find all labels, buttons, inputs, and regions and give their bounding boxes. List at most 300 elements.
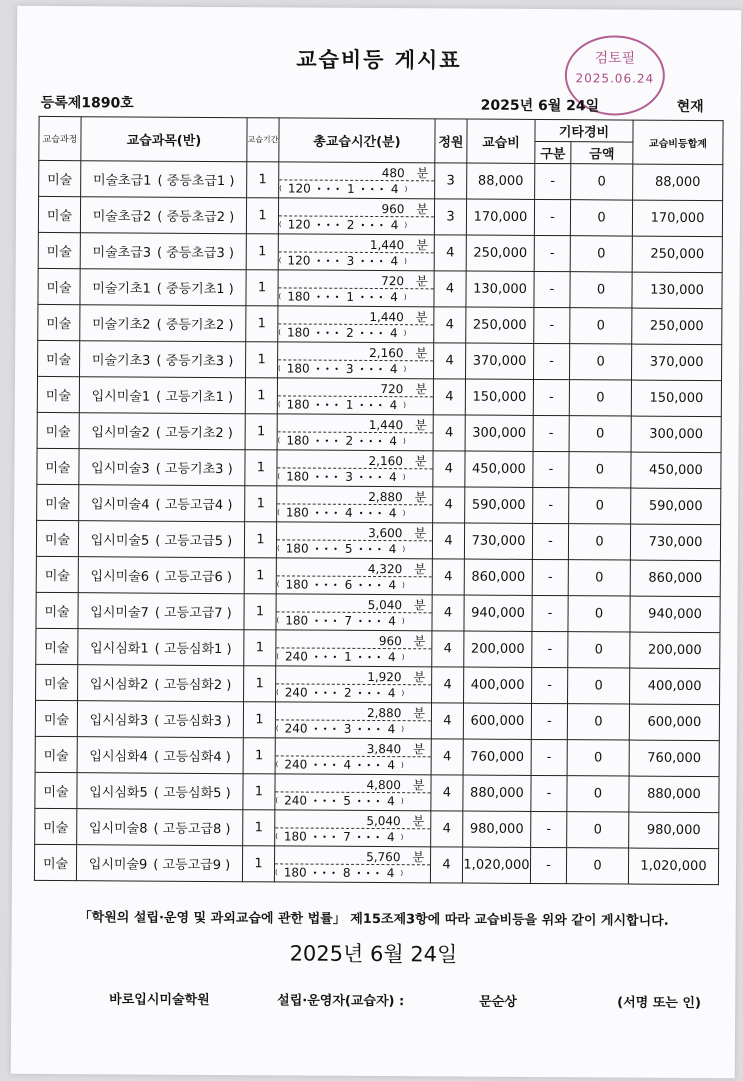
minute-unit: 분 — [415, 418, 427, 433]
other-amount-cell: 0 — [571, 164, 633, 200]
course-cell: 미술 — [37, 484, 79, 520]
class-label: 고등기초2 — [165, 425, 224, 442]
total-minutes: 720 — [380, 382, 404, 397]
sessions-count: 4 — [387, 758, 396, 773]
capacity-cell: 4 — [431, 739, 463, 775]
course-cell: 미술 — [35, 808, 77, 844]
minute-unit: 분 — [413, 670, 426, 685]
period-cell: 1 — [244, 630, 276, 666]
table-row — [38, 304, 722, 344]
weeks-count: 1 — [347, 181, 355, 196]
other-amount-cell: 0 — [567, 812, 629, 848]
table-row — [36, 592, 720, 632]
class-label: 고등심화1 — [163, 641, 223, 658]
hours-cell: 480 분 ( 120 • • • 1 • • • 4 ) — [279, 162, 435, 199]
period-cell: 1 — [245, 378, 277, 414]
subject-cell — [80, 341, 246, 378]
subject-name: 입시심화5 — [89, 785, 148, 801]
minutes-per-session: 120 — [287, 181, 311, 196]
other-type-cell: - — [532, 523, 568, 559]
class-label: 고등기초1 — [165, 389, 224, 406]
subject-cell — [78, 593, 244, 630]
course-cell: 미술 — [36, 628, 78, 664]
minute-unit: 분 — [413, 598, 426, 613]
table-row — [35, 700, 719, 740]
sessions-count: 4 — [390, 182, 399, 197]
class-label: 고등심화3 — [163, 713, 222, 730]
sessions-count: 4 — [388, 506, 397, 521]
minutes-per-session: 240 — [284, 649, 308, 664]
document-title: 교습비등 게시표 — [296, 47, 462, 73]
minutes-per-session: 120 — [287, 253, 311, 268]
course-cell: 미술 — [34, 844, 76, 880]
class-name: ( 고등심화1 ) — [154, 641, 232, 658]
period-cell: 1 — [246, 234, 278, 270]
weeks-count: 3 — [343, 721, 352, 736]
subject-cell — [78, 557, 244, 594]
other-type-cell: - — [531, 775, 567, 811]
class-label: 중등초급2 — [166, 209, 226, 226]
period-cell: 1 — [244, 594, 276, 630]
other-type-cell: - — [532, 559, 568, 595]
sessions-count: 4 — [388, 578, 397, 593]
fee-cell: 170,000 — [466, 199, 534, 235]
capacity-cell: 3 — [434, 199, 466, 235]
course-cell: 미술 — [37, 376, 79, 412]
course-cell: 미술 — [36, 664, 78, 700]
minutes-per-session: 180 — [285, 577, 309, 592]
other-amount-cell: 0 — [570, 236, 632, 272]
other-amount-cell: 0 — [570, 308, 632, 344]
minutes-per-session: 180 — [287, 289, 311, 304]
capacity-cell: 4 — [430, 847, 462, 883]
period-cell: 1 — [244, 522, 276, 558]
class-name: ( 중등기초3 ) — [156, 353, 234, 370]
subject-name: 입시심화4 — [89, 749, 149, 765]
fee-cell: 980,000 — [463, 811, 531, 847]
subject-cell — [77, 737, 243, 774]
hours-cell: 2,880 분 ( 240 • • • 3 • • • 4 ) — [275, 702, 431, 739]
sessions-count: 4 — [388, 650, 396, 665]
other-amount-cell: 0 — [566, 848, 628, 884]
fee-cell: 940,000 — [464, 595, 532, 631]
capacity-cell: 4 — [432, 667, 464, 703]
class-label: 중등초급3 — [166, 245, 225, 262]
sessions-count: 4 — [389, 398, 398, 413]
fee-table — [34, 116, 724, 885]
class-name: ( 중등초급2 ) — [157, 209, 235, 226]
hours-cell: 3,600 분 ( 180 • • • 5 • • • 4 ) — [276, 522, 432, 559]
class-label: 고등심화5 — [162, 785, 222, 802]
other-type-cell: - — [533, 379, 569, 415]
total-minutes: 1,440 — [369, 237, 405, 253]
total-cell: 250,000 — [632, 236, 722, 273]
sessions-count: 4 — [389, 434, 398, 449]
sessions-count: 4 — [390, 290, 398, 305]
sessions-count: 4 — [389, 362, 398, 377]
total-cell: 300,000 — [631, 416, 721, 453]
weeks-count: 3 — [345, 469, 353, 484]
minute-unit: 분 — [413, 742, 425, 757]
total-cell: 980,000 — [629, 812, 719, 849]
hours-cell: 2,880 분 ( 180 • • • 4 • • • 4 ) — [277, 486, 433, 523]
total-cell: 730,000 — [630, 524, 720, 561]
total-cell: 150,000 — [631, 380, 721, 417]
class-name: ( 고등고급8 ) — [153, 821, 231, 838]
subject-cell — [80, 269, 246, 306]
other-type-cell: - — [532, 631, 568, 667]
subject-cell — [77, 773, 243, 810]
total-minutes: 2,880 — [366, 705, 402, 721]
class-label: 고등기초3 — [164, 461, 224, 478]
fee-cell: 1,020,000 — [462, 847, 530, 883]
capacity-cell: 4 — [433, 487, 465, 523]
fee-cell: 250,000 — [466, 307, 534, 343]
total-cell: 130,000 — [632, 272, 722, 309]
hours-cell: 960 분 ( 120 • • • 2 • • • 4 ) — [278, 198, 434, 235]
minutes-per-session: 240 — [284, 721, 308, 736]
subject-name: 입시미술3 — [91, 461, 150, 477]
table-row — [38, 268, 722, 308]
class-name: ( 고등기초1 ) — [156, 389, 234, 406]
class-label: 중등초급1 — [166, 173, 226, 190]
period-cell: 1 — [247, 162, 279, 198]
weeks-count: 8 — [342, 865, 351, 880]
capacity-cell: 4 — [432, 559, 464, 595]
weeks-count: 7 — [344, 613, 353, 628]
col-other-type: 구분 — [535, 141, 571, 163]
capacity-cell: 4 — [434, 235, 466, 271]
class-name: ( 고등고급6 ) — [155, 569, 233, 586]
other-amount-cell: 0 — [567, 776, 629, 812]
total-minutes: 720 — [381, 274, 405, 289]
minute-unit: 분 — [414, 454, 427, 469]
total-cell: 760,000 — [629, 740, 719, 777]
other-amount-cell: 0 — [568, 524, 630, 560]
weeks-count: 3 — [346, 253, 355, 268]
capacity-cell: 4 — [432, 595, 464, 631]
total-cell: 370,000 — [632, 344, 722, 381]
course-cell: 미술 — [36, 520, 78, 556]
capacity-cell: 4 — [432, 631, 464, 667]
other-type-cell: - — [533, 343, 569, 379]
registration-number: 등록제1890호 — [40, 94, 134, 112]
course-cell: 미술 — [35, 772, 77, 808]
subject-name: 입시미술2 — [91, 425, 150, 441]
class-name: ( 고등기초3 ) — [155, 461, 233, 478]
hours-cell: 5,040 분 ( 180 • • • 7 • • • 4 ) — [276, 594, 432, 631]
total-cell: 880,000 — [629, 776, 719, 813]
total-minutes: 1,440 — [369, 309, 404, 325]
total-minutes: 2,160 — [368, 453, 403, 469]
subject-name: 미술기초3 — [91, 353, 151, 369]
subject-cell — [79, 485, 245, 522]
subject-name: 미술기초2 — [92, 317, 151, 333]
other-amount-cell: 0 — [570, 272, 632, 308]
minute-unit: 분 — [415, 310, 428, 325]
minutes-per-session: 120 — [287, 217, 311, 232]
total-minutes: 4,800 — [366, 777, 401, 793]
fee-cell: 450,000 — [465, 451, 533, 487]
minute-unit: 분 — [413, 634, 426, 649]
footer-date: 2025년 6월 24일 — [289, 941, 458, 967]
class-name: ( 고등고급5 ) — [155, 533, 233, 550]
class-name: ( 고등심화2 ) — [154, 677, 232, 694]
class-label: 고등고급9 — [162, 857, 222, 874]
other-type-cell: - — [530, 847, 566, 883]
weeks-count: 3 — [345, 361, 354, 376]
other-amount-cell: 0 — [569, 416, 631, 452]
period-cell: 1 — [246, 342, 278, 378]
subject-name: 입시미술5 — [90, 533, 150, 549]
fee-cell: 400,000 — [464, 667, 532, 703]
total-minutes: 5,040 — [366, 813, 401, 829]
minute-unit: 분 — [416, 238, 428, 253]
hours-cell: 1,440 분 ( 180 • • • 2 • • • 4 ) — [278, 306, 434, 343]
table-row — [37, 412, 721, 452]
minutes-per-session: 180 — [285, 541, 309, 556]
fee-cell: 88,000 — [467, 163, 535, 199]
course-cell: 미술 — [38, 340, 80, 376]
capacity-cell: 4 — [433, 343, 465, 379]
course-cell: 미술 — [37, 412, 79, 448]
subject-cell — [79, 449, 245, 486]
total-minutes: 3,600 — [368, 525, 403, 541]
stamp-text: 검토필 — [594, 50, 636, 67]
period-cell: 1 — [244, 666, 276, 702]
capacity-cell: 4 — [431, 811, 463, 847]
fee-cell: 370,000 — [465, 343, 533, 379]
class-label: 고등고급8 — [162, 821, 222, 838]
subject-name: 미술기초1 — [92, 281, 151, 297]
fee-cell: 600,000 — [463, 703, 531, 739]
hours-cell: 1,440 분 ( 180 • • • 2 • • • 4 ) — [277, 414, 433, 451]
subject-name: 입시심화3 — [89, 713, 149, 729]
other-type-cell: - — [535, 163, 571, 199]
capacity-cell: 4 — [433, 379, 465, 415]
subject-cell — [81, 161, 247, 198]
table-row — [34, 844, 718, 884]
class-label: 중등기초3 — [165, 353, 225, 370]
operator-label: 설립·운영자(교습자) : — [277, 993, 405, 1010]
class-name: ( 중등기초1 ) — [156, 281, 234, 298]
total-minutes: 1,920 — [367, 669, 402, 685]
minute-unit: 분 — [413, 706, 425, 721]
total-cell: 860,000 — [630, 560, 720, 597]
class-name: ( 중등기초2 ) — [156, 317, 234, 334]
other-type-cell: - — [534, 307, 570, 343]
weeks-count: 1 — [345, 397, 354, 412]
subject-name: 입시미술7 — [90, 605, 149, 621]
weeks-count: 7 — [343, 829, 351, 844]
other-amount-cell: 0 — [569, 452, 631, 488]
capacity-cell: 4 — [434, 307, 466, 343]
notice-sheet — [11, 6, 742, 1078]
class-name: ( 고등고급9 ) — [153, 857, 231, 874]
weeks-count: 5 — [344, 541, 353, 556]
other-amount-cell: 0 — [567, 740, 629, 776]
hours-cell: 1,920 분 ( 240 • • • 2 • • • 4 ) — [276, 666, 432, 703]
period-cell: 1 — [243, 702, 275, 738]
weeks-count: 2 — [345, 433, 354, 448]
other-type-cell: - — [533, 451, 569, 487]
total-cell: 600,000 — [629, 704, 719, 741]
class-name: ( 고등심화5 ) — [153, 785, 231, 802]
period-cell: 1 — [242, 846, 274, 882]
minute-unit: 분 — [414, 562, 426, 577]
class-label: 고등고급7 — [164, 605, 223, 622]
class-label: 고등심화4 — [163, 749, 222, 766]
minutes-per-session: 180 — [283, 865, 307, 880]
sessions-count: 4 — [388, 614, 396, 629]
total-minutes: 2,880 — [368, 489, 403, 505]
class-name: ( 중등초급3 ) — [156, 245, 235, 262]
minutes-per-session: 180 — [286, 361, 310, 376]
col-total: 교습비등합계 — [633, 120, 723, 165]
minutes-per-session: 180 — [283, 829, 307, 844]
col-other: 기타경비 — [535, 119, 633, 142]
total-cell: 170,000 — [632, 200, 722, 237]
table-row — [36, 520, 720, 560]
class-name: ( 중등초급1 ) — [157, 173, 235, 190]
weeks-count: 2 — [343, 685, 352, 700]
course-cell: 미술 — [35, 700, 77, 736]
table-row — [36, 664, 720, 704]
other-type-cell: - — [531, 703, 567, 739]
minutes-per-session: 180 — [286, 397, 310, 412]
other-amount-cell: 0 — [569, 380, 631, 416]
subject-cell — [76, 845, 242, 882]
other-amount-cell: 0 — [568, 632, 630, 668]
minute-unit: 분 — [412, 778, 425, 793]
fee-cell: 590,000 — [465, 487, 533, 523]
minutes-per-session: 240 — [284, 685, 308, 700]
other-type-cell: - — [531, 811, 567, 847]
class-label: 중등기초1 — [165, 281, 225, 298]
header-date: 2025년 6월 24일 — [480, 97, 600, 115]
signature-field: (서명 또는 인) — [617, 995, 701, 1011]
period-cell: 1 — [246, 270, 278, 306]
minute-unit: 분 — [416, 166, 429, 181]
period-cell: 1 — [245, 486, 277, 522]
col-fee: 교습비 — [467, 119, 535, 163]
class-name: ( 고등심화3 ) — [154, 713, 232, 730]
capacity-cell: 4 — [433, 415, 465, 451]
class-name: ( 고등기초2 ) — [155, 425, 233, 442]
minutes-per-session: 180 — [285, 613, 309, 628]
table-row — [35, 808, 719, 848]
subject-cell — [78, 629, 244, 666]
table-row — [36, 628, 720, 668]
total-cell: 200,000 — [630, 632, 720, 669]
course-cell: 미술 — [38, 304, 80, 340]
total-cell: 590,000 — [631, 488, 721, 525]
fee-table-body — [34, 160, 722, 884]
weeks-count: 1 — [346, 289, 355, 304]
minute-unit: 분 — [415, 382, 427, 397]
subject-cell — [79, 377, 245, 414]
capacity-cell: 3 — [435, 163, 467, 199]
period-cell: 1 — [243, 810, 275, 846]
total-minutes: 480 — [381, 166, 405, 181]
period-cell: 1 — [246, 198, 278, 234]
other-type-cell: - — [533, 487, 569, 523]
subject-cell — [78, 521, 244, 558]
fee-cell: 250,000 — [466, 235, 534, 271]
total-cell: 88,000 — [633, 164, 723, 201]
other-amount-cell: 0 — [570, 200, 632, 236]
other-amount-cell: 0 — [569, 344, 631, 380]
class-label: 고등심화2 — [163, 677, 223, 694]
hours-cell: 4,320 분 ( 180 • • • 6 • • • 4 ) — [276, 558, 432, 595]
fee-cell: 860,000 — [464, 559, 532, 595]
other-type-cell: - — [532, 595, 568, 631]
course-cell: 미술 — [38, 232, 80, 268]
capacity-cell: 4 — [431, 775, 463, 811]
capacity-cell: 4 — [433, 451, 465, 487]
stamp-date: 2025.06.24 — [575, 71, 655, 86]
subject-cell — [77, 701, 243, 738]
capacity-cell: 4 — [432, 523, 464, 559]
total-minutes: 3,840 — [366, 741, 402, 757]
minute-unit: 분 — [416, 202, 429, 217]
col-hours: 총교습시간(분) — [279, 118, 435, 163]
minute-unit: 분 — [415, 274, 428, 289]
weeks-count: 4 — [343, 757, 352, 772]
hours-cell: 720 분 ( 180 • • • 1 • • • 4 ) — [278, 270, 434, 307]
minutes-per-session: 240 — [284, 793, 308, 808]
period-cell: 1 — [245, 414, 277, 450]
total-cell: 400,000 — [630, 668, 720, 705]
subject-name: 미술초급2 — [92, 209, 152, 225]
total-minutes: 4,320 — [367, 561, 403, 577]
minute-unit: 분 — [412, 850, 425, 865]
sessions-count: 4 — [390, 254, 399, 269]
table-row — [38, 340, 722, 380]
other-amount-cell: 0 — [568, 668, 630, 704]
hours-cell: 960 분 ( 240 • • • 1 • • • 4 ) — [276, 630, 432, 667]
hours-cell: 3,840 분 ( 240 • • • 4 • • • 4 ) — [275, 738, 431, 775]
course-cell: 미술 — [36, 556, 78, 592]
course-cell: 미술 — [39, 160, 81, 196]
minutes-per-session: 240 — [284, 757, 308, 772]
class-label: 고등고급4 — [164, 497, 224, 514]
table-row — [38, 196, 722, 236]
weeks-count: 5 — [343, 793, 351, 808]
table-row — [36, 556, 720, 596]
total-cell: 450,000 — [631, 452, 721, 489]
sessions-count: 4 — [386, 866, 395, 881]
minutes-per-session: 180 — [286, 433, 310, 448]
total-cell: 1,020,000 — [628, 848, 718, 885]
table-row — [35, 736, 719, 776]
hours-cell: 1,440 분 ( 120 • • • 3 • • • 4 ) — [278, 234, 434, 271]
academy-name: 바로입시미술학원 — [109, 992, 210, 1008]
subject-name: 입시미술9 — [88, 857, 148, 873]
subject-name: 입시미술6 — [90, 569, 150, 585]
sessions-count: 4 — [388, 542, 397, 557]
col-subject: 교습과목(반) — [81, 117, 247, 162]
total-minutes: 5,760 — [366, 849, 401, 865]
total-minutes: 1,440 — [368, 417, 404, 433]
class-label: 고등고급6 — [164, 569, 223, 586]
operator-name: 문순상 — [479, 994, 517, 1010]
subject-cell — [80, 305, 246, 342]
total-minutes: 960 — [381, 202, 405, 217]
subject-cell — [77, 809, 243, 846]
class-name: ( 고등고급7 ) — [154, 605, 232, 622]
class-name: ( 고등심화4 ) — [153, 749, 231, 766]
